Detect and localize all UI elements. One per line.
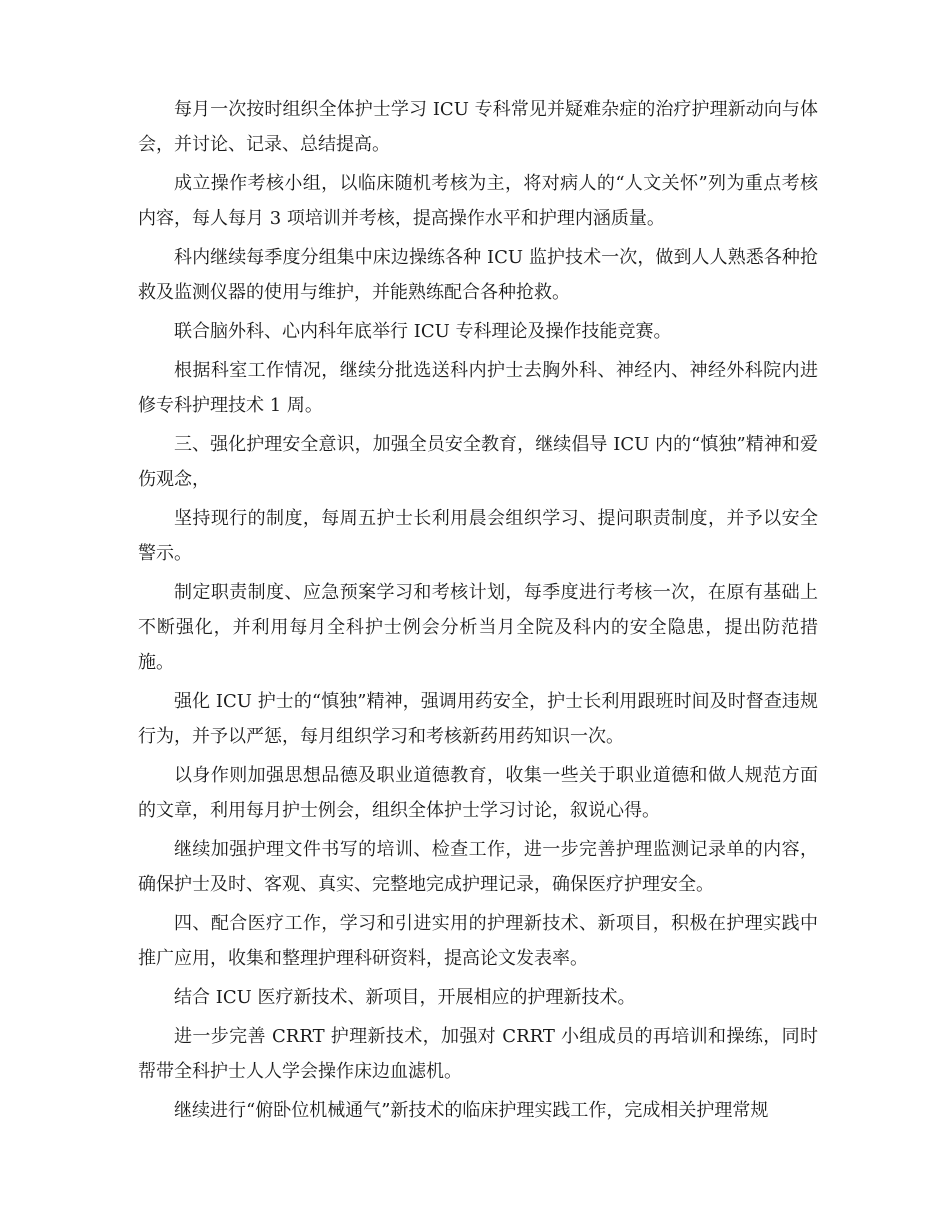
paragraph: 制定职责制度、应急预案学习和考核计划，每季度进行考核一次，在原有基础上不断强化，并利用每月全科护士例会分析当月全院及科内的安全隐患，提出防范措施。 xyxy=(138,582,818,673)
paragraph: 继续加强护理文件书写的培训、检查工作，进一步完善护理监测记录单的内容，确保护士及时、客观、真实、完整地完成护理记录，确保医疗护理安全。 xyxy=(138,839,818,895)
paragraph: 强化 ICU 护士的“慎独”精神，强调用药安全，护士长利用跟班时间及时督查违规行为，并予以严惩，每月组织学习和考核新药用药知识一次。 xyxy=(138,691,818,747)
section-heading-paragraph: 四、配合医疗工作，学习和引进实用的护理新技术、新项目，积极在护理实践中推广应用，收集和整理护理科研资料，提高论文发表率。 xyxy=(138,913,818,969)
paragraph: 每月一次按时组织全体护士学习 ICU 专科常见并疑难杂症的治疗护理新动向与体会，并讨论、记录、总结提高。 xyxy=(138,99,818,155)
section-heading-paragraph: 三、强化护理安全意识，加强全员安全教育，继续倡导 ICU 内的“慎独”精神和爱伤观念， xyxy=(138,434,818,490)
paragraph: 以身作则加强思想品德及职业道德教育，收集一些关于职业道德和做人规范方面的文章，利用每月护士例会，组织全体护士学习讨论，叙说心得。 xyxy=(138,765,818,821)
paragraph: 联合脑外科、心内科年底举行 ICU 专科理论及操作技能竞赛。 xyxy=(174,321,672,342)
document-body xyxy=(138,92,818,1132)
paragraph: 结合 ICU 医疗新技术、新项目，开展相应的护理新技术。 xyxy=(174,987,636,1008)
paragraph: 继续进行“俯卧位机械通气”新技术的临床护理实践工作，完成相关护理常规 xyxy=(174,1100,769,1121)
paragraph: 成立操作考核小组，以临床随机考核为主，将对病人的“人文关怀”列为重点考核内容，每人每月 3 项培训并考核，提高操作水平和护理内涵质量。 xyxy=(138,173,818,229)
paragraph: 坚持现行的制度，每周五护士长利用晨会组织学习、提问职责制度，并予以安全警示。 xyxy=(138,508,818,564)
paragraph: 进一步完善 CRRT 护理新技术，加强对 CRRT 小组成员的再培训和操练，同时帮带全科护士人人学会操作床边血滤机。 xyxy=(138,1026,818,1082)
paragraph: 根据科室工作情况，继续分批选送科内护士去胸外科、神经内、神经外科院内进修专科护理技术 1 周。 xyxy=(138,360,818,416)
paragraph: 科内继续每季度分组集中床边操练各种 ICU 监护技术一次，做到人人熟悉各种抢救及监测仪器的使用与维护，并能熟练配合各种抢救。 xyxy=(138,247,818,303)
